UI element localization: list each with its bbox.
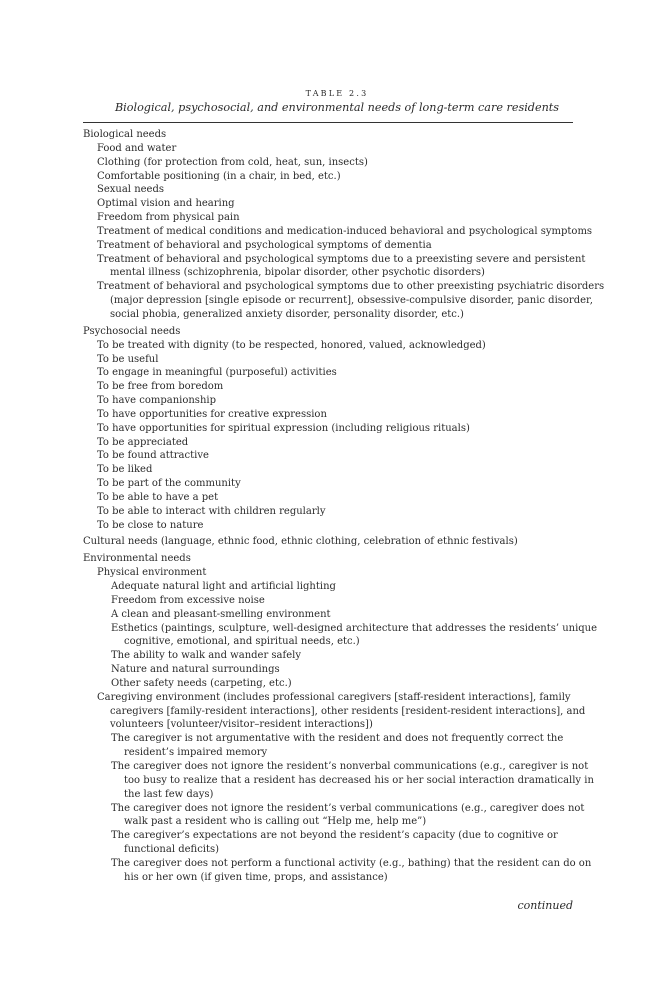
list-item: To be found attractive (97, 450, 209, 462)
list-item: Adequate natural light and artificial lighting (111, 581, 336, 592)
list-item: mental illness (schizophrenia, bipolar disorder, other psychotic disorders) (110, 267, 485, 279)
needs-section (83, 325, 573, 533)
list-item: Treatment of behavioral and psychological symptoms of dementia (97, 239, 432, 251)
list-item: The caregiver does not perform a functional activity (e.g., bathing) that the resident can do on (111, 857, 592, 869)
needs-section (83, 535, 573, 549)
table-body (83, 128, 605, 885)
needs-section (83, 128, 605, 322)
continued-note: continued (517, 899, 573, 912)
list-item: Freedom from excessive noise (111, 594, 265, 606)
list-item: Physical environment (97, 567, 207, 579)
list-item: To be able to have a pet (97, 491, 219, 503)
list-item: cognitive, emotional, and spiritual needs, etc.) (124, 636, 360, 648)
list-item: To be free from boredom (97, 381, 224, 393)
table-page (83, 88, 605, 885)
list-item: walk past a resident who is calling out “Help me, help me”) (124, 816, 427, 828)
list-item: To be appreciated (97, 436, 189, 448)
section-heading: Cultural needs (language, ethnic food, ethnic clothing, celebration of ethnic festivals) (83, 536, 518, 548)
list-item: Treatment of behavioral and psychological symptoms due to a preexisting severe and persistent (97, 253, 586, 265)
needs-section (83, 552, 598, 884)
section-heading: Biological needs (83, 129, 167, 140)
list-item: The caregiver is not argumentative with the resident and does not frequently correct the (111, 733, 564, 745)
list-item: too busy to realize that a resident has decreased his or her social interaction dramatically in (124, 774, 594, 786)
list-item: To be treated with dignity (to be respected, honored, valued, acknowledged) (97, 339, 486, 351)
list-item: Comfortable positioning (in a chair, in bed, etc.) (97, 170, 341, 182)
list-item: To be liked (97, 464, 153, 476)
list-item: Freedom from physical pain (97, 212, 240, 224)
list-item: To be able to interact with children regularly (97, 505, 326, 517)
list-item: social phobia, generalized anxiety disorder, personality disorder, etc.) (110, 308, 464, 320)
list-item: Nature and natural surroundings (111, 664, 280, 676)
list-item: To be close to nature (97, 519, 204, 531)
list-item: Other safety needs (carpeting, etc.) (111, 677, 292, 689)
list-item: caregivers [family-resident interactions], other residents [resident-resident interactions], and (110, 705, 586, 717)
list-item: The caregiver does not ignore the resident’s verbal communications (e.g., caregiver does not (111, 802, 585, 814)
list-item: Food and water (97, 142, 177, 154)
list-item: resident’s impaired memory (124, 747, 268, 759)
list-item: Treatment of medical conditions and medication-induced behavioral and psychological symptoms (97, 225, 593, 237)
table-title: Biological, psychosocial, and environmental needs of long-term care residents (114, 101, 560, 114)
list-item: Esthetics (paintings, sculpture, well-designed architecture that addresses the residents’ unique (111, 622, 598, 634)
list-item: (major depression [single episode or recurrent], obsessive-compulsive disorder, panic disorder, (110, 295, 593, 307)
list-item: The caregiver’s expectations are not beyond the resident’s capacity (due to cognitive or (111, 830, 558, 842)
list-item: To be part of the community (97, 478, 241, 490)
list-item: Caregiving environment (includes professional caregivers [staff-resident interactions], family (97, 691, 571, 703)
list-item: To be useful (97, 353, 159, 365)
list-item: The caregiver does not ignore the resident’s nonverbal communications (e.g., caregiver is not (111, 760, 589, 772)
list-item: Treatment of behavioral and psychological symptoms due to other preexisting psychiatric disorders (97, 281, 605, 293)
list-item: The ability to walk and wander safely (111, 650, 301, 662)
list-item: To have opportunities for creative expression (97, 408, 327, 420)
list-item: Optimal vision and hearing (97, 198, 235, 210)
section-heading: Environmental needs (83, 553, 191, 565)
list-item: To have opportunities for spiritual expression (including religious rituals) (97, 422, 470, 434)
list-item: functional deficits) (124, 844, 220, 856)
list-item: To engage in meaningful (purposeful) activities (97, 367, 337, 379)
list-item: volunteers [volunteer/visitor–resident interactions]) (110, 719, 373, 731)
table-label: TABLE 2.3 (305, 89, 369, 98)
list-item: To have companionship (97, 395, 216, 407)
section-heading: Psychosocial needs (83, 325, 181, 337)
title-rule (83, 122, 573, 123)
list-item: his or her own (if given time, props, and assistance) (124, 871, 388, 883)
list-item: Sexual needs (97, 184, 164, 196)
list-item: Clothing (for protection from cold, heat, sun, insects) (97, 156, 368, 168)
list-item: A clean and pleasant-smelling environment (111, 608, 331, 620)
list-item: the last few days) (124, 788, 214, 800)
